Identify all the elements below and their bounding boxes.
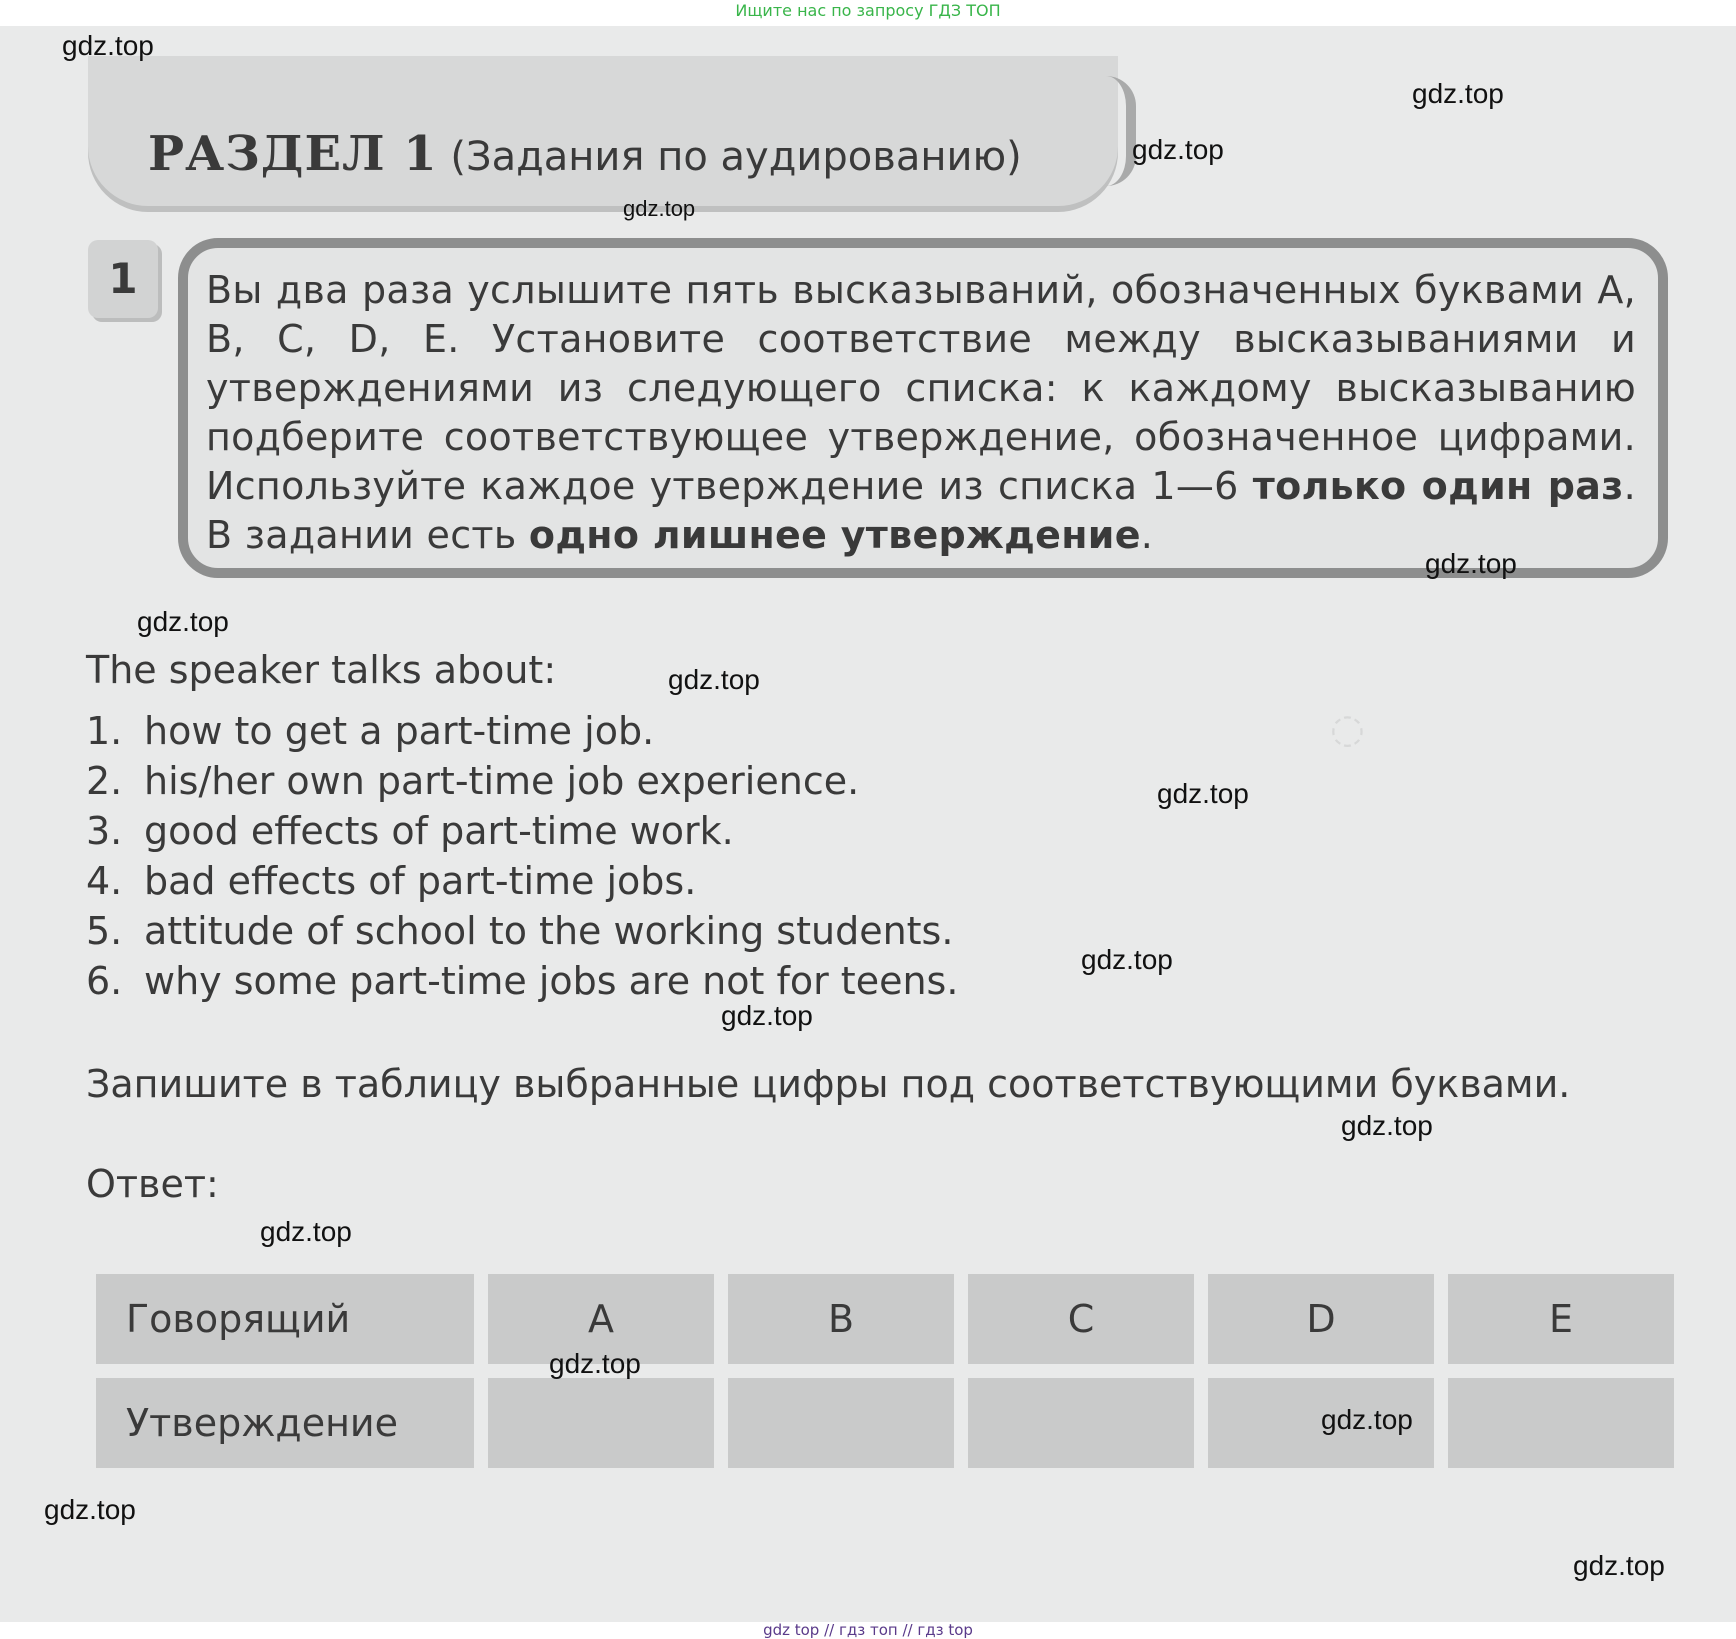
- statement-item: 6. why some part-time jobs are not for teens.: [86, 959, 959, 1003]
- column-letter-c: C: [968, 1274, 1194, 1364]
- watermark: gdz.top: [1081, 944, 1173, 975]
- watermark: gdz.top: [1425, 548, 1517, 579]
- watermark: gdz.top: [623, 196, 696, 221]
- row-header-statement: Утверждение: [96, 1378, 474, 1468]
- statement-item: 2. his/her own part-time job experience.: [86, 759, 860, 803]
- task-number-badge: 1: [88, 240, 158, 318]
- watermark: gdz.top: [1341, 1110, 1433, 1141]
- row-header-speaker: Говорящий: [96, 1274, 474, 1364]
- watermark: gdz.top: [1132, 134, 1224, 165]
- watermark: gdz.top: [721, 1000, 813, 1031]
- watermark: gdz.top: [44, 1494, 136, 1525]
- watermark: gdz.top: [549, 1348, 641, 1379]
- section-subtitle: (Задания по аудированию): [450, 134, 1022, 180]
- statement-item: 4. bad effects of part-time jobs.: [86, 859, 697, 903]
- section-label: РАЗДЕЛ 1: [148, 126, 438, 182]
- watermark: gdz.top: [1573, 1550, 1665, 1581]
- watermark: gdz.top: [1157, 778, 1249, 809]
- statement-item: 5. attitude of school to the working students.: [86, 909, 954, 953]
- watermark: gdz.top: [668, 664, 760, 695]
- instruction-box: [178, 238, 1668, 578]
- top-banner[interactable]: Ищите нас по запросу ГДЗ ТОП: [0, 0, 1736, 26]
- bottom-bar[interactable]: gdz top // гдз топ // гдз top: [0, 1622, 1736, 1639]
- column-letter-d: D: [1208, 1274, 1434, 1364]
- column-letter-a: A: [488, 1274, 714, 1364]
- answer-cell-a[interactable]: [488, 1378, 714, 1468]
- answer-cell-c[interactable]: [968, 1378, 1194, 1468]
- watermark: gdz.top: [137, 606, 229, 637]
- textbook-page: [0, 26, 1736, 1622]
- answer-label: Ответ:: [86, 1162, 219, 1206]
- answer-cell-e[interactable]: [1448, 1378, 1674, 1468]
- section-header: [88, 56, 1118, 206]
- watermark: gdz.top: [62, 30, 154, 61]
- instruction-text: Вы два раза услышите пять высказываний, обозначенных буквами A, B, C, D, E. Установите соответствие между высказываниями и утверждениями из следующего списка: к каждому высказыванию подберите соответствующее утверждение, обозначенное цифрами. Используйте каждое утверждение из списка 1—6 только один раз. В задании есть одно лишнее утверждение.: [206, 268, 1637, 557]
- speaker-intro: The speaker talks about:: [86, 648, 557, 692]
- section-title: [148, 126, 1022, 182]
- answer-cell-b[interactable]: [728, 1378, 954, 1468]
- statement-list: [86, 706, 958, 1006]
- statement-item: 1. how to get a part-time job.: [86, 709, 655, 753]
- column-letter-b: B: [728, 1274, 954, 1364]
- instruction-emphasis-once: только один раз: [1252, 464, 1624, 508]
- statement-item: 3. good effects of part-time work.: [86, 809, 734, 853]
- column-letter-e: E: [1448, 1274, 1674, 1364]
- watermark: gdz.top: [1412, 78, 1504, 109]
- write-instruction: Запишите в таблицу выбранные цифры под соответствующими буквами.: [86, 1062, 1571, 1106]
- header-bracket-decoration: [1106, 76, 1136, 186]
- bleed-through-decoration: ◌: [1330, 706, 1365, 752]
- watermark: gdz.top: [260, 1216, 352, 1247]
- watermark: gdz.top: [1321, 1404, 1413, 1435]
- instruction-emphasis-extra: одно лишнее утверждение: [528, 513, 1141, 557]
